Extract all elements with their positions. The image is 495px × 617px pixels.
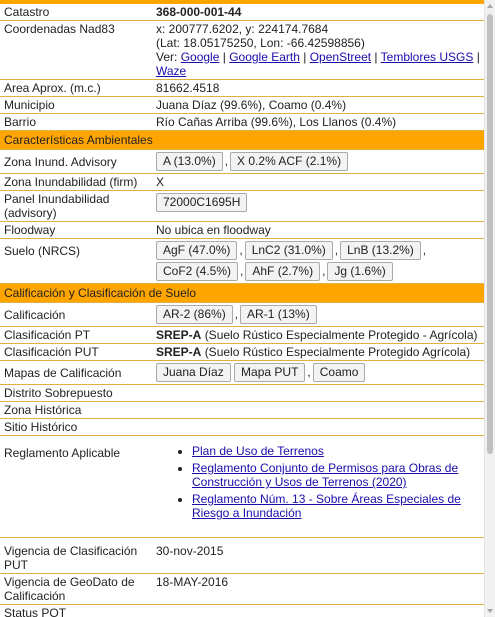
value-vigencia-geo: 18-MAY-2016 (152, 574, 484, 605)
label-barrio: Barrio (0, 114, 152, 131)
value-zona-inundabilidad: X (152, 174, 484, 191)
row-municipio (0, 97, 484, 114)
clas-pt-desc: (Suelo Rústico Especialmente Protegido - Agrícola) (204, 328, 478, 342)
link-google[interactable]: Google (180, 50, 220, 64)
coord-view-links: Ver: Google | Google Earth | OpenStreet | Temblores USGS | Waze (156, 50, 480, 78)
value-suelo: AgF (47.0%) , LnC2 (31.0%) , LnB (13.2%) , CoF2 (4.5%) , AhF (2.7%) , Jg (1.6%) (152, 239, 484, 284)
row-sitio-historico (0, 419, 484, 436)
soil-lnb-button[interactable]: LnB (13.2%) (340, 241, 421, 260)
value-clas-pt (152, 327, 484, 344)
zoning-ar2-button[interactable]: AR-2 (86%) (156, 305, 233, 324)
soil-lnc2-button[interactable]: LnC2 (31.0%) (245, 241, 333, 260)
label-suelo: Suelo (NRCS) (0, 239, 152, 284)
map-coamo-button[interactable]: Coamo (313, 363, 366, 382)
value-zona-historica (152, 402, 484, 419)
flood-zone-a-button[interactable]: A (13.0%) (156, 152, 223, 171)
label-clas-pt: Clasificación PT (0, 327, 152, 344)
link-reglamento-13[interactable]: Reglamento Núm. 13 - Sobre Áreas Especiales de Riesgo a Inundación (192, 492, 461, 520)
label-reglamento: Reglamento Aplicable (0, 436, 152, 538)
label-coordenadas: Coordenadas Nad83 (0, 21, 152, 80)
list-item (192, 461, 484, 489)
clas-put-desc: (Suelo Rústico Especialmente Protegido Agrícola) (204, 345, 471, 359)
map-put-button[interactable]: Mapa PUT (234, 363, 305, 382)
row-distrito (0, 385, 484, 402)
value-coordenadas (152, 21, 484, 80)
label-sitio-historico: Sitio Histórico (0, 419, 152, 436)
row-panel (0, 191, 484, 222)
flood-zone-x-button[interactable]: X 0.2% ACF (2.1%) (230, 152, 348, 171)
coord-latlon: (Lat: 18.05175250, Lon: -66.42598856) (156, 36, 365, 50)
row-clas-pt (0, 327, 484, 344)
row-catastro (0, 4, 484, 21)
value-calificacion: AR-2 (86%) , AR-1 (13%) (152, 303, 484, 327)
section-title-ambientales: Características Ambientales (0, 131, 484, 150)
link-waze[interactable]: Waze (156, 64, 187, 78)
scroll-thumb[interactable] (487, 14, 493, 454)
label-zona-historica: Zona Histórica (0, 402, 152, 419)
value-panel (152, 191, 484, 222)
row-zona-inund (0, 150, 484, 174)
list-item (192, 444, 484, 458)
row-suelo (0, 239, 484, 284)
row-mapas (0, 361, 484, 385)
map-juana-diaz-button[interactable]: Juana Díaz (156, 363, 231, 382)
value-status-pot (152, 605, 484, 617)
row-zona-historica (0, 402, 484, 419)
list-item (192, 492, 484, 520)
link-openstreet[interactable]: OpenStreet (309, 50, 372, 64)
link-plan-uso-terrenos[interactable]: Plan de Uso de Terrenos (192, 444, 324, 458)
label-zona-inundabilidad: Zona Inundabilidad (firm) (0, 174, 152, 191)
value-municipio: Juana Díaz (99.6%), Coamo (0.4%) (152, 97, 484, 114)
section-title-calificacion: Calificación y Clasificación de Suelo (0, 284, 484, 303)
row-barrio (0, 114, 484, 131)
soil-ahf-button[interactable]: AhF (2.7%) (245, 262, 320, 281)
value-area: 81662.4518 (152, 80, 484, 97)
value-clas-put (152, 344, 484, 361)
parcel-info-table (0, 4, 484, 617)
row-zona-inundabilidad (0, 174, 484, 191)
label-mapas: Mapas de Calificación (0, 361, 152, 385)
label-calificacion: Calificación (0, 303, 152, 327)
label-catastro: Catastro (0, 4, 152, 21)
label-clas-put: Clasificación PUT (0, 344, 152, 361)
soil-agf-button[interactable]: AgF (47.0%) (156, 241, 237, 260)
row-clas-put (0, 344, 484, 361)
panel-button[interactable]: 72000C1695H (156, 193, 247, 212)
label-distrito: Distrito Sobrepuesto (0, 385, 152, 402)
link-google-earth[interactable]: Google Earth (229, 50, 300, 64)
section-ambientales (0, 131, 484, 150)
label-municipio: Municipio (0, 97, 152, 114)
scroll-down-icon[interactable] (487, 609, 493, 613)
row-floodway (0, 222, 484, 239)
soil-jg-button[interactable]: Jg (1.6%) (327, 262, 392, 281)
clas-put-code: SREP-A (156, 345, 202, 359)
label-area: Area Aprox. (m.c.) (0, 80, 152, 97)
label-vigencia-geo: Vigencia de GeoDato de Calificación (0, 574, 152, 605)
vertical-scrollbar[interactable] (484, 0, 495, 617)
value-sitio-historico (152, 419, 484, 436)
coord-xy: x: 200777.6202, y: 224174.7684 (156, 22, 329, 36)
row-vigencia-clas (0, 538, 484, 574)
row-vigencia-geo (0, 574, 484, 605)
value-vigencia-clas: 30-nov-2015 (152, 538, 484, 574)
label-panel: Panel Inundabilidad (advisory) (0, 191, 152, 222)
value-mapas: Juana Díaz Mapa PUT , Coamo (152, 361, 484, 385)
reglamento-list (172, 444, 484, 520)
link-temblores-usgs[interactable]: Temblores USGS (380, 50, 474, 64)
clas-pt-code: SREP-A (156, 328, 202, 342)
section-calificacion (0, 284, 484, 303)
label-status-pot: Status POT (0, 605, 152, 617)
row-reglamento (0, 436, 484, 538)
value-reglamento (152, 436, 484, 538)
link-reglamento-conjunto[interactable]: Reglamento Conjunto de Permisos para Obras de Construcción y Usos de Terrenos (2020) (192, 461, 459, 489)
row-coordenadas (0, 21, 484, 80)
value-catastro: 368-000-001-44 (152, 4, 484, 21)
value-distrito (152, 385, 484, 402)
soil-cof2-button[interactable]: CoF2 (4.5%) (156, 262, 238, 281)
value-barrio: Río Cañas Arriba (99.6%), Los Llanos (0.4%) (152, 114, 484, 131)
zoning-ar1-button[interactable]: AR-1 (13%) (240, 305, 317, 324)
view-label: Ver: (156, 50, 178, 64)
row-area (0, 80, 484, 97)
value-zona-inund: A (13.0%) , X 0.2% ACF (2.1%) (152, 150, 484, 174)
label-zona-inund: Zona Inund. Advisory (0, 150, 152, 174)
label-vigencia-clas: Vigencia de Clasificación PUT (0, 538, 152, 574)
scroll-up-icon[interactable] (487, 4, 493, 8)
row-calificacion (0, 303, 484, 327)
value-floodway: No ubica en floodway (152, 222, 484, 239)
label-floodway: Floodway (0, 222, 152, 239)
row-status-pot (0, 605, 484, 617)
